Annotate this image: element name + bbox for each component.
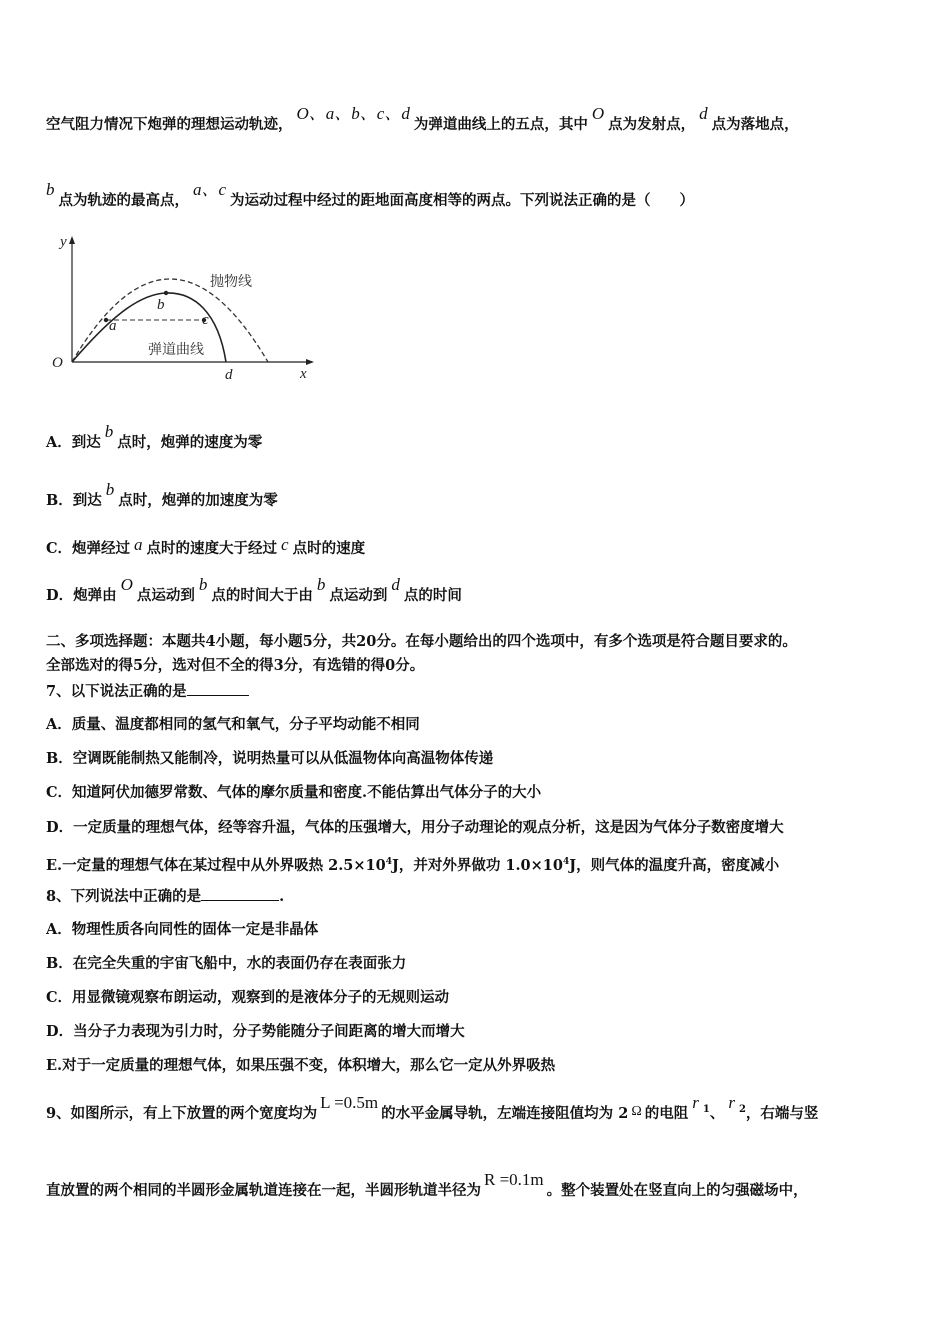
section2-line-2: 全部选对的得5分，选对但不全的得3分，有选错的得0分。: [46, 657, 425, 674]
label-c: c: [202, 312, 209, 328]
q6-option-d: D．炮弹由O点运动到b点的时间大于由b点运动到d点的时间: [46, 575, 462, 604]
q9-line-2: 直放置的两个相同的半圆形金属轨道连接在一起，半圆形轨道半径为R =0.1m。整个装置处在竖直向上的匀强磁场中，: [46, 1170, 808, 1199]
q8-option-c: C．用显微镜观察布朗运动，观察到的是液体分子的无规则运动: [46, 989, 450, 1006]
q8-option-d: D．当分子力表现为引力时，分子势能随分子间距离的增大而增大: [46, 1023, 465, 1040]
text: 点为轨迹的最高点，: [58, 192, 189, 209]
trajectory-figure: [48, 232, 318, 382]
label-d: d: [225, 367, 233, 382]
text: 点为发射点，: [608, 116, 696, 133]
q7-option-c: C．知道阿伏加德罗常数、气体的摩尔质量和密度.不能估算出气体分子的大小: [46, 784, 542, 801]
text: 为运动过程中经过的距地面高度相等的两点。下列说法正确的是（ ）: [230, 192, 695, 209]
q9-line-1: 9、如图所示，有上下放置的两个宽度均为L =0.5m的水平金属导轨，左端连接阻值均为 2 Ω 的电阻r $^1$、r $^2$，右端与竖: [46, 1093, 819, 1122]
parabola-label: 抛物线: [210, 274, 252, 290]
y-axis-arrow: [69, 236, 75, 244]
point-a: [104, 318, 108, 322]
answer-blank[interactable]: [201, 886, 279, 901]
math-b: b: [46, 180, 55, 199]
intro-line-1: [46, 104, 799, 135]
q7-option-a: A．质量、温度都相同的氢气和氧气，分子平均动能不相同: [46, 716, 420, 733]
q7-stem: 7、以下说法正确的是: [46, 681, 249, 702]
section2-line-1: 二、多项选择题：本题共4小题，每小题5分，共20分。在每小题给出的四个选项中，有多个选项是符合题目要求的。: [46, 633, 797, 650]
origin-label: O: [52, 355, 63, 371]
q7-option-e: E.一定量的理想气体在某过程中从外界吸热 $2.5\times 10^4J$，并对外界做功 $1.0\times 10^4J$，则气体的温度升高，密度减小: [46, 856, 780, 874]
math-ac: a、c: [193, 180, 227, 199]
point-b: [164, 291, 168, 295]
math-O: O: [591, 104, 605, 123]
q8-stem: 8、下列说法中正确的是 .: [46, 888, 285, 905]
math-R: R =0.1m: [484, 1170, 544, 1189]
label-a: a: [109, 318, 117, 334]
answer-blank[interactable]: [187, 681, 249, 696]
q8-option-a: A．物理性质各向同性的固体一定是非晶体: [46, 921, 319, 938]
text: 为弹道曲线上的五点，其中: [413, 116, 588, 133]
q7-option-d: D．一定质量的理想气体，经等容升温，气体的压强增大，用分子动理论的观点分析，这是因为气体分子数密度增大: [46, 819, 784, 836]
q6-option-a: A．到达b点时，炮弹的速度为零: [46, 422, 263, 451]
intro-line-2: [46, 180, 695, 211]
q6-option-b: B．到达b点时，炮弹的加速度为零: [46, 480, 278, 509]
label-b: b: [157, 297, 165, 313]
math-d: d: [699, 104, 708, 123]
x-axis-arrow: [306, 359, 314, 365]
q8-option-e: E.对于一定质量的理想气体，如果压强不变，体积增大，那么它一定从外界吸热: [46, 1057, 556, 1074]
q6-option-c: C．炮弹经过 a 点时的速度大于经过 c 点时的速度: [46, 535, 366, 557]
q8-option-b: B．在完全失重的宇宙飞船中，水的表面仍存在表面张力: [46, 955, 407, 972]
text: 点为落地点，: [711, 116, 799, 133]
y-label: y: [60, 234, 67, 250]
math-L: L =0.5m: [320, 1093, 379, 1112]
q7-option-b: B．空调既能制热又能制冷，说明热量可以从低温物体向高温物体传递: [46, 750, 494, 767]
text: 空气阻力情况下炮弹的理想运动轨迹，: [46, 116, 293, 133]
x-label: x: [300, 366, 307, 382]
math-points: O、a、b、c、d: [296, 104, 410, 123]
ballistic-label: 弹道曲线: [148, 342, 204, 358]
